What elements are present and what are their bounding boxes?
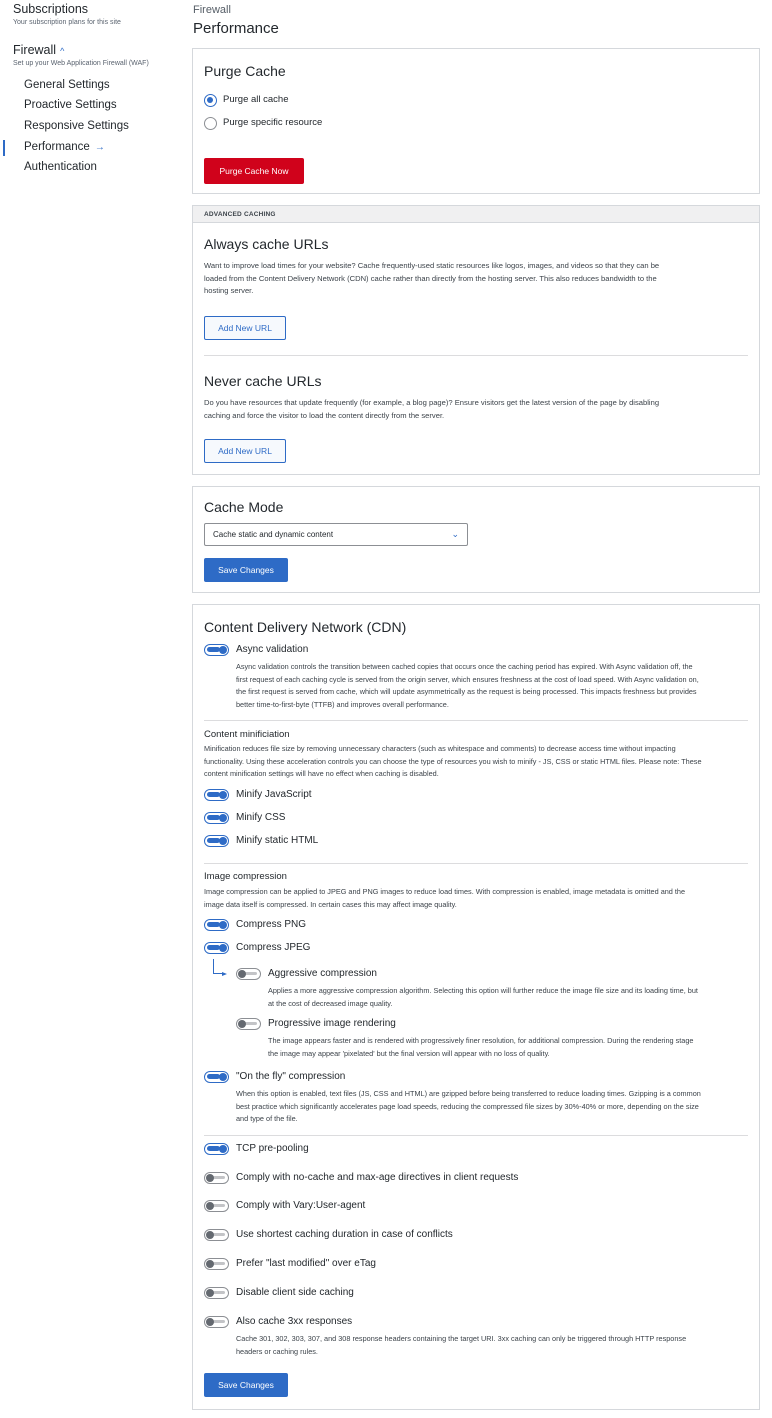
sidebar-item-authentication[interactable]: Authentication (24, 161, 97, 173)
cdn-title: Content Delivery Network (CDN) (204, 619, 407, 635)
purge-cache-now-button[interactable]: Purge Cache Now (204, 158, 304, 184)
compress-jpeg-toggle[interactable] (204, 942, 229, 954)
sidebar-item-proactive-settings[interactable]: Proactive Settings (24, 99, 117, 111)
cache-mode-select[interactable] (204, 523, 468, 546)
sidebar-firewall-label: Firewall (13, 43, 57, 57)
disable-client-caching-label: Disable client side caching (236, 1287, 354, 1298)
sidebar-firewall-subtitle: Set up your Web Application Firewall (WAF) (13, 60, 149, 67)
minify-html-toggle[interactable] (204, 835, 229, 847)
cdn-save-button[interactable]: Save Changes (204, 1373, 288, 1397)
cache-mode-selected: Cache static and dynamic content (213, 530, 334, 539)
prefer-last-modified-toggle[interactable] (204, 1258, 229, 1270)
prefer-last-modified-label: Prefer "last modified" over eTag (236, 1258, 376, 1269)
sidebar-item-responsive-settings[interactable]: Responsive Settings (24, 120, 129, 132)
never-cache-title: Never cache URLs (204, 373, 322, 389)
divider (204, 863, 748, 864)
divider (204, 355, 748, 356)
active-indicator (3, 140, 5, 156)
cdn-card (192, 604, 760, 1410)
progressive-rendering-description: The image appears faster and is rendered with progressively finer resolution, for additional compression. During the rendering stage the image may appear 'pixelated' but the final version will appear with no loss of quality. (268, 1036, 694, 1058)
sidebar-performance-label: Performance (24, 141, 90, 153)
progressive-rendering-label: Progressive image rendering (268, 1018, 396, 1029)
sidebar-item-subscriptions[interactable]: Subscriptions (13, 2, 89, 16)
chevron-down-icon: ⌄ (451, 529, 459, 539)
on-the-fly-compression-label: "On the fly" compression (236, 1071, 346, 1082)
on-the-fly-compression-description: When this option is enabled, text files (JS, CSS and HTML) are gzipped before being transferred to reduce loading times. Gzipping is a common best practice which significantly accelerates page load speeds, reducing the compressed file sizes by 30%-40% or more, depending on the size and type of the file. (236, 1089, 701, 1123)
comply-no-cache-label: Comply with no-cache and max-age directives in client requests (236, 1172, 519, 1183)
purge-cache-title: Purge Cache (204, 63, 286, 79)
always-cache-title: Always cache URLs (204, 236, 329, 252)
always-add-url-button[interactable]: Add New URL (204, 316, 286, 340)
tcp-pre-pooling-label: TCP pre-pooling (236, 1143, 309, 1154)
tcp-pre-pooling-toggle[interactable] (204, 1143, 229, 1155)
purge-all-label[interactable]: Purge all cache (223, 94, 289, 105)
shortest-duration-label: Use shortest caching duration in case of conflicts (236, 1229, 453, 1240)
minify-javascript-toggle[interactable] (204, 789, 229, 801)
cache-3xx-description: Cache 301, 302, 303, 307, and 308 response headers containing the target URI. 3xx caching can only be triggered through HTTP response headers or caching rules. (236, 1334, 687, 1356)
compress-jpeg-label: Compress JPEG (236, 942, 311, 953)
comply-no-cache-toggle[interactable] (204, 1172, 229, 1184)
sidebar-item-firewall[interactable] (13, 43, 64, 57)
on-the-fly-compression-toggle[interactable] (204, 1071, 229, 1083)
shortest-duration-toggle[interactable] (204, 1229, 229, 1241)
never-add-url-button[interactable]: Add New URL (204, 439, 286, 463)
async-validation-toggle[interactable] (204, 644, 229, 656)
purge-specific-label[interactable]: Purge specific resource (223, 117, 323, 128)
never-cache-description: Do you have resources that update frequently (for example, a blog page)? Ensure visitors get the latest version of the page by disabling caching and force the visitor to load the content directly from the server. (204, 398, 660, 420)
aggressive-compression-description: Applies a more aggressive compression algorithm. Selecting this option will further reduce the image file size and its loading time, but at the cost of decreased image quality. (268, 986, 698, 1008)
cache-mode-save-button[interactable]: Save Changes (204, 558, 288, 582)
divider (204, 720, 748, 721)
aggressive-compression-label: Aggressive compression (268, 968, 377, 979)
compress-png-toggle[interactable] (204, 919, 229, 931)
arrow-right-icon: → (94, 142, 105, 153)
progressive-rendering-toggle[interactable] (236, 1018, 261, 1030)
comply-vary-label: Comply with Vary:User-agent (236, 1200, 366, 1211)
sidebar-item-performance[interactable] (24, 141, 105, 153)
cache-mode-title: Cache Mode (204, 499, 284, 515)
sub-option-arrow-icon (213, 959, 223, 974)
purge-specific-radio[interactable] (204, 117, 217, 130)
advanced-caching-header: ADVANCED CACHING (193, 206, 759, 223)
always-cache-description: Want to improve load times for your website? Cache frequently-used static resources like logos, images, and videos so that they can be loaded from the Content Delivery Network (CDN) cache rather than directly from the hosting server. This also reduces bandwidth to the hosting server. (204, 261, 660, 295)
cache-mode-card (192, 486, 760, 593)
page-title: Performance (193, 20, 279, 37)
content-minification-description: Minification reduces file size by removing unnecessary characters (such as whitespace and comments) to decrease access time without impacting functionality. Using these acceleration controls you can choose the type of resources you wish to minify - JS, CSS or static HTML files. Please note: These content minification settings will have no effect when caching is disabled. (204, 744, 702, 778)
divider (204, 1135, 748, 1136)
purge-cache-card (192, 48, 760, 194)
comply-vary-toggle[interactable] (204, 1200, 229, 1212)
disable-client-caching-toggle[interactable] (204, 1287, 229, 1299)
sidebar-subscriptions-subtitle: Your subscription plans for this site (13, 19, 121, 26)
cache-3xx-label: Also cache 3xx responses (236, 1316, 353, 1327)
cache-3xx-toggle[interactable] (204, 1316, 229, 1328)
minify-css-label: Minify CSS (236, 812, 286, 823)
purge-all-radio[interactable] (204, 94, 217, 107)
minify-css-toggle[interactable] (204, 812, 229, 824)
async-validation-label: Async validation (236, 644, 309, 655)
compress-png-label: Compress PNG (236, 919, 307, 930)
sidebar-item-general-settings[interactable]: General Settings (24, 79, 110, 91)
breadcrumb[interactable]: Firewall (193, 4, 231, 16)
advanced-caching-card (192, 205, 760, 475)
async-validation-description: Async validation controls the transition between cached copies that occurs once the caching period has expired. With Async validation off, the first request of each caching cycle is served from the origin server, which ensures freshness at the cost of load speed. With Async validation on, the first request is served from cache, which will update asymmetrically as the request is being processed. This impacts freshness but provides better time-to-first-byte (TTFB) and improves overall performance. (236, 662, 699, 709)
minify-javascript-label: Minify JavaScript (236, 789, 312, 800)
content-minification-title: Content minificiation (204, 729, 290, 740)
image-compression-title: Image compression (204, 871, 287, 882)
chevron-up-icon: ^ (60, 46, 65, 56)
image-compression-description: Image compression can be applied to JPEG and PNG images to reduce load times. With compression is enabled, image metadata is omitted and the image data itself is compressed. In certain cases this may affect image quality. (204, 887, 686, 909)
aggressive-compression-toggle[interactable] (236, 968, 261, 980)
minify-html-label: Minify static HTML (236, 835, 319, 846)
